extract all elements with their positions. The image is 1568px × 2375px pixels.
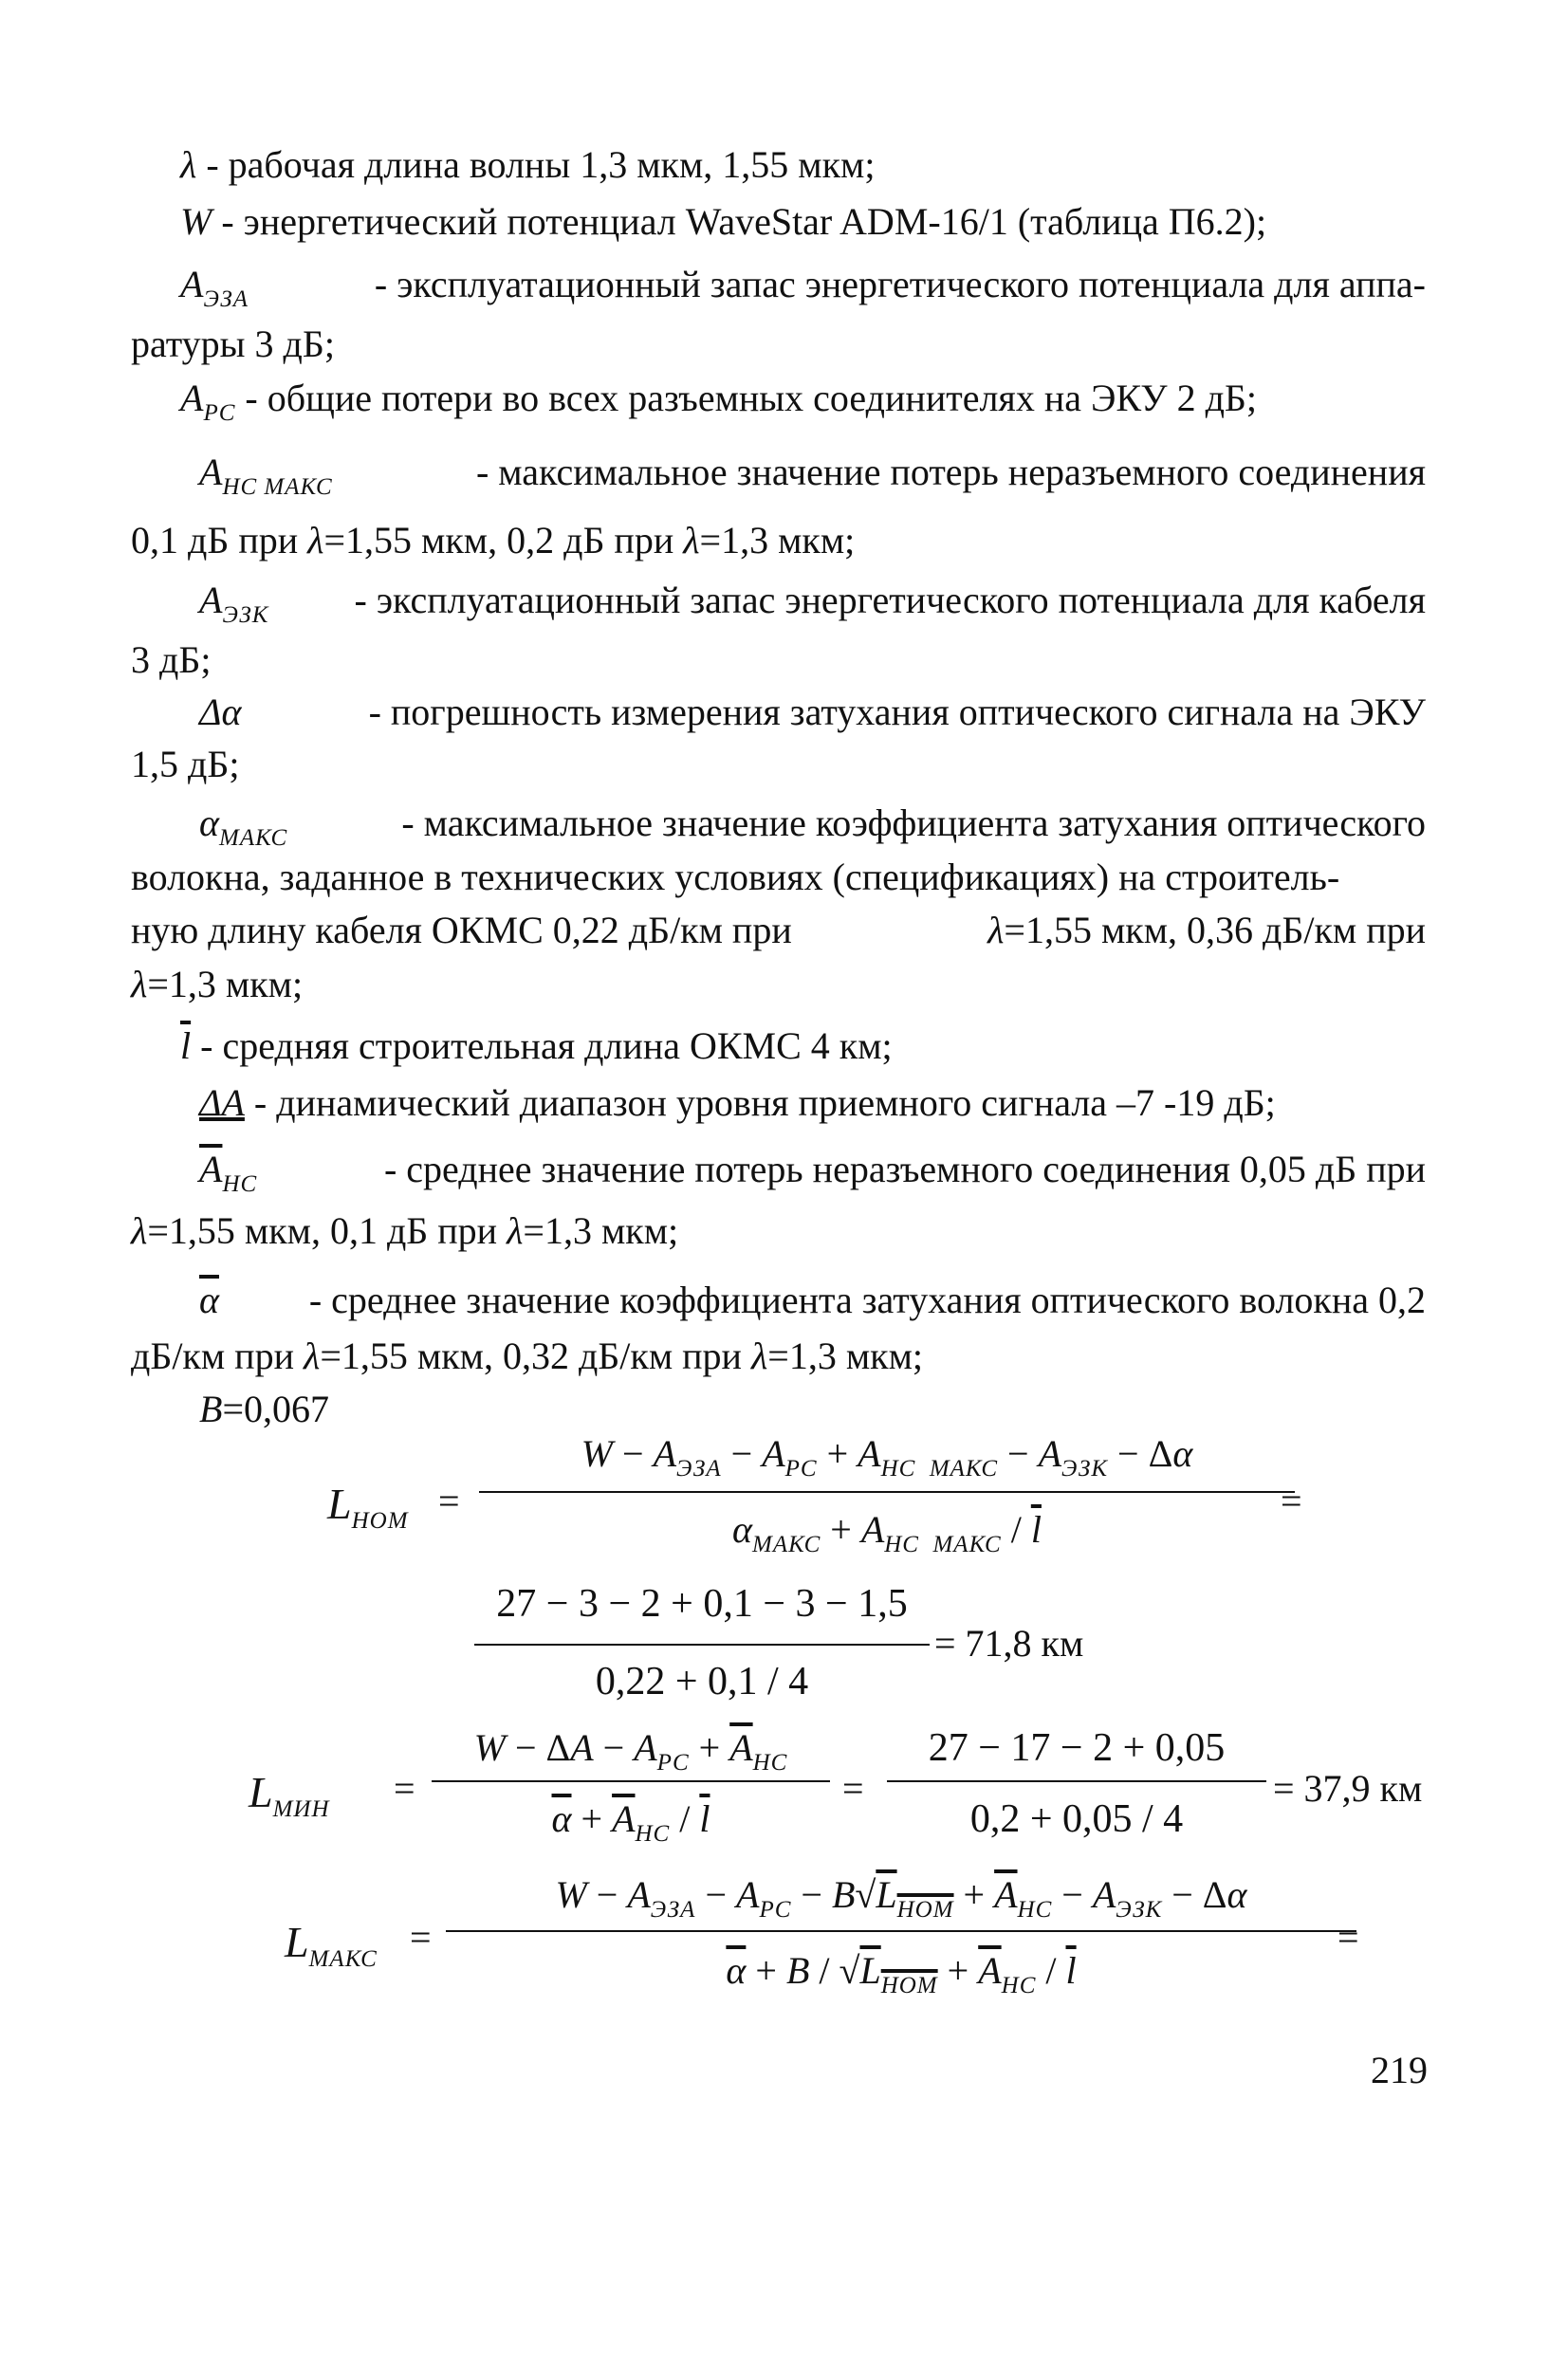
def-a-ns-cont: λ=1,55 мкм, 0,1 дБ при λ=1,3 мкм; — [131, 1209, 679, 1252]
def-b: B=0,067 — [199, 1388, 329, 1430]
l-nom-denominator: $\alpha_{МАКС} + A_{HC МАКС} / \overline{l}$ — [732, 1508, 1042, 1557]
l-min-label: $L_{МИН}$ — [249, 1768, 330, 1822]
l-nom-numeric-bar — [474, 1644, 930, 1646]
def-alpha-maks: $\alpha_{МАКС}$ - максимальное значение коэффициента затухания оптического — [199, 801, 1426, 851]
l-maks-eq-trailing: = — [1337, 1916, 1359, 1959]
l-min-eq: = — [394, 1767, 415, 1810]
def-a-ns-maks: $A_{HC МАКС}$ - максимальное значение потерь неразъемного соединения — [199, 451, 1426, 500]
def-lambda: λ - рабочая длина волны 1,3 мкм, 1,55 мкм; — [180, 143, 876, 186]
l-nom-numeric-denominator: 0,22 + 0,1 / 4 — [595, 1660, 809, 1703]
def-a-ns-maks-cont: 0,1 дБ при λ=1,55 мкм, 0,2 дБ при λ=1,3 мкм; — [131, 519, 856, 562]
l-min-numerator: $W - \Delta A - A_{PC} + \overline{A}_{HC}$ — [473, 1726, 788, 1776]
l-nom-numeric-numerator: 27 − 3 − 2 + 0,1 − 3 − 1,5 — [496, 1582, 908, 1626]
def-a-eza-cont: ратуры 3 дБ; — [131, 322, 335, 365]
l-min-numeric-numerator: 27 − 17 − 2 + 0,05 — [928, 1726, 1226, 1770]
l-min-numeric-denominator: 0,2 + 0,05 / 4 — [969, 1797, 1184, 1841]
l-maks-fraction-bar — [446, 1930, 1356, 1932]
l-nom-eq-trailing: = — [1281, 1480, 1302, 1522]
page-number: 219 — [1371, 2049, 1428, 2091]
def-alpha-maks-line3: ную длину кабеля ОКМС 0,22 дБ/км при λ=1,55 мкм, 0,36 дБ/км при — [131, 909, 1426, 951]
l-nom-result: = 71,8 км — [934, 1622, 1084, 1665]
def-alpha-avg: $\overline{\alpha}$ - среднее значение коэффициента затухания оптического волокна 0,2 — [199, 1279, 1426, 1321]
l-min-result: = 37,9 км — [1273, 1767, 1423, 1810]
l-min-denominator: $\overline{\alpha} + \overline{A}_{HC} / \overline{l}$ — [551, 1797, 710, 1847]
def-alpha-maks-line2: волокна, заданное в технических условиях (спецификациях) на строитель- — [131, 856, 1340, 898]
l-maks-denominator: $\overline{\alpha} + B / √L_{НОМ} + \overline{A}_{HC} / \overline{l}$ — [726, 1949, 1077, 1998]
def-a-rs: $A_{PC}$ - общие потери во всех разъемных соединителях на ЭКУ 2 дБ; — [180, 377, 1258, 426]
l-nom-numerator: $W - A_{ЭЗА} - A_{PC} + A_{HC МАКС} - A_{ЭЗК} - \Delta\alpha$ — [581, 1432, 1193, 1482]
l-nom-label: $L_{НОМ}$ — [327, 1480, 409, 1534]
l-min-numeric-bar — [887, 1780, 1266, 1782]
def-a-ezk-cont: 3 дБ; — [131, 638, 212, 681]
l-min-eq2: = — [842, 1767, 864, 1810]
l-nom-eq: = — [438, 1480, 460, 1522]
def-w: W - энергетический потенциал WaveStar ADM-16/1 (таблица П6.2); — [180, 200, 1267, 243]
l-min-fraction-bar — [432, 1780, 830, 1782]
l-maks-numerator: $W - A_{ЭЗА} - A_{PC} - B√L_{НОМ} + \overline{A}_{HC} - A_{ЭЗК} - \Delta\alpha$ — [555, 1873, 1247, 1923]
l-nom-fraction-bar — [479, 1491, 1295, 1493]
def-delta-a: ΔA - динамический диапазон уровня приемного сигнала –7 -19 дБ; — [199, 1081, 1276, 1124]
l-maks-label: $L_{МАКС}$ — [285, 1918, 378, 1972]
def-alpha-maks-line4: λ=1,3 мкм; — [131, 963, 304, 1005]
def-a-ns: $\overline{A}_{HC}$ - среднее значение потерь неразъемного соединения 0,05 дБ при — [199, 1148, 1426, 1197]
def-delta-alpha: Δα - погрешность измерения затухания оптического сигнала на ЭКУ — [199, 690, 1426, 733]
def-a-ezk: $A_{ЭЗК}$ - эксплуатационный запас энергетического потенциала для кабеля — [199, 579, 1426, 628]
l-maks-eq: = — [410, 1916, 432, 1959]
def-l-avg: $\overline{l}$ - средняя строительная длина ОКМС 4 км; — [180, 1024, 893, 1067]
def-a-eza: $A_{ЭЗА}$ - эксплуатационный запас энергетического потенциала для аппа- — [180, 263, 1426, 312]
def-delta-alpha-cont: 1,5 дБ; — [131, 743, 240, 785]
def-alpha-avg-cont: дБ/км при λ=1,55 мкм, 0,32 дБ/км при λ=1,3 мкм; — [131, 1335, 923, 1377]
